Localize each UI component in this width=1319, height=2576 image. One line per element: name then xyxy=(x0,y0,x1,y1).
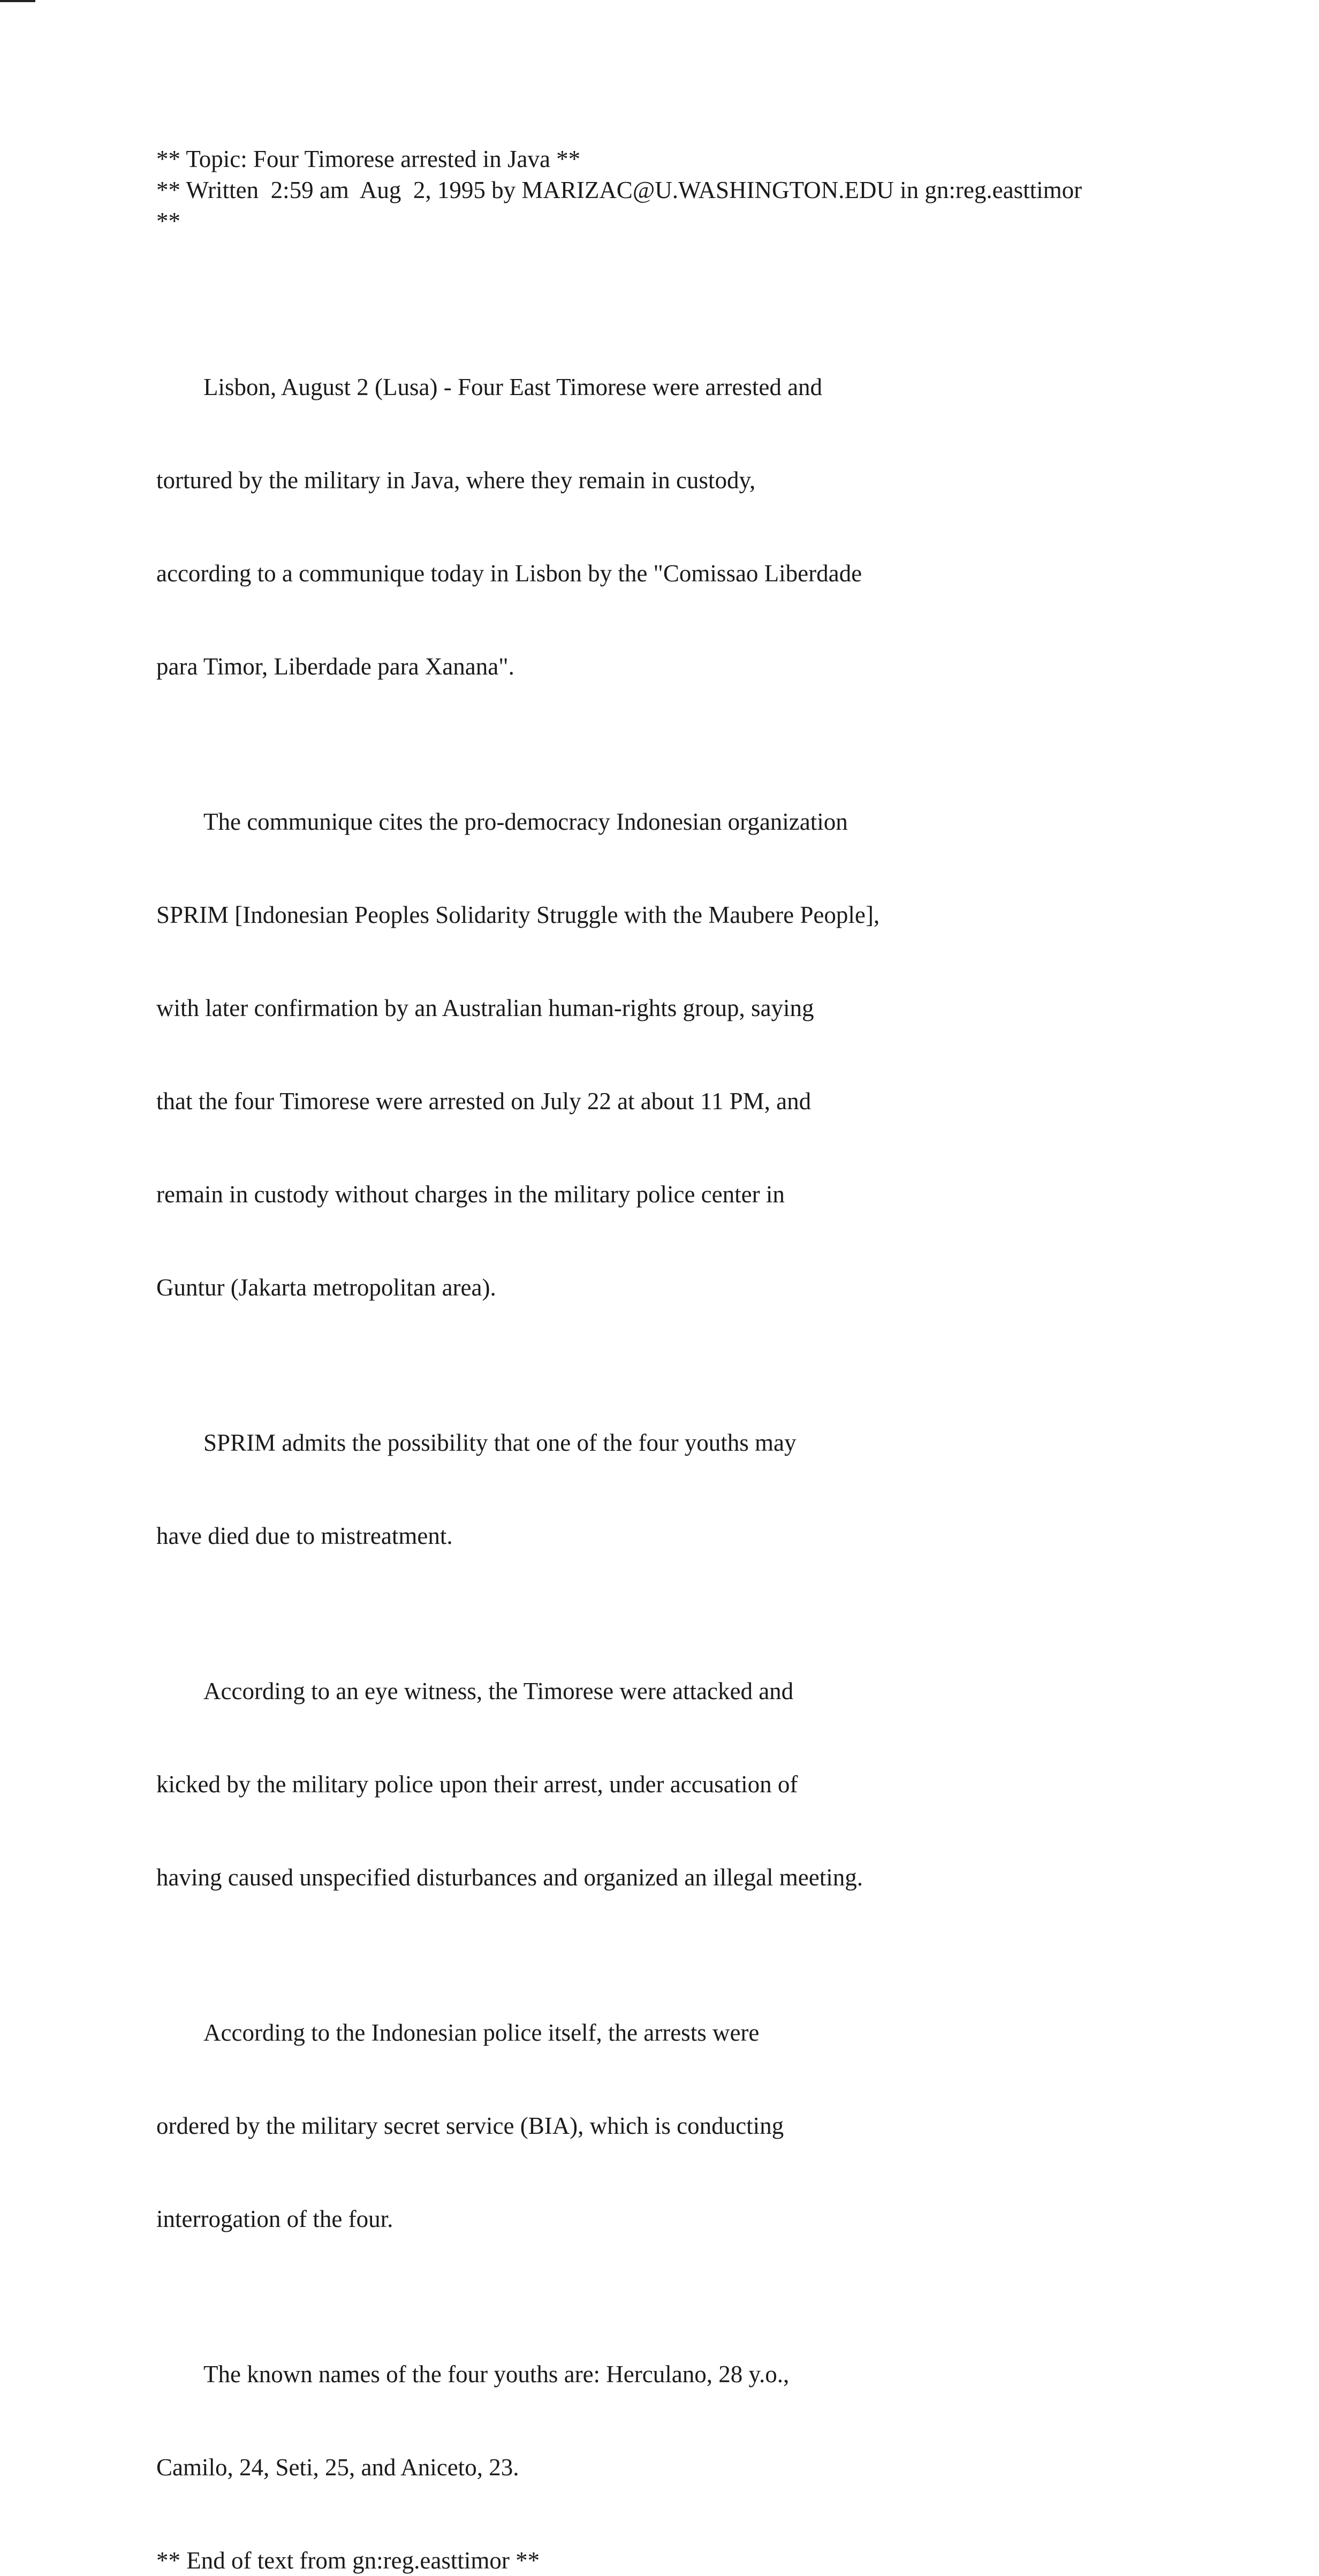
paragraph-line: According to an eye witness, the Timorese were attacked and xyxy=(203,1678,794,1704)
paragraph-line: tortured by the military in Java, where they remain in custody, xyxy=(156,467,756,494)
paragraph-line: para Timor, Liberdade para Xanana". xyxy=(156,653,514,680)
paragraph-line: have died due to mistreatment. xyxy=(156,1522,453,1549)
paragraph-line: The communique cites the pro-democracy Indonesian organization xyxy=(203,808,848,835)
written-line: ** Written 2:59 am Aug 2, 1995 by MARIZAC@U.WASHINGTON.EDU in gn:reg.easttimor xyxy=(156,177,1082,203)
paragraph-line: According to the Indonesian police itself, the arrests were xyxy=(203,2019,760,2046)
paragraph xyxy=(156,2297,1227,2545)
paragraph xyxy=(156,744,1227,1365)
end-of-text-line: ** End of text from gn:reg.easttimor ** xyxy=(156,2547,540,2574)
paragraph-line: ordered by the military secret service (BIA), which is conducting xyxy=(156,2112,784,2139)
topic-line: ** Topic: Four Timorese arrested in Java ** xyxy=(156,146,581,172)
paragraph-line: Lisbon, August 2 (Lusa) - Four East Timorese were arrested and xyxy=(203,374,823,400)
paragraph-line: remain in custody without charges in the military police center in xyxy=(156,1181,785,1208)
paragraph-line: according to a communique today in Lisbon by the "Comissao Liberdade xyxy=(156,560,862,587)
paragraph-line: SPRIM [Indonesian Peoples Solidarity Struggle with the Maubere People], xyxy=(156,901,880,928)
paragraph xyxy=(156,1365,1227,1613)
scan-edge-mark xyxy=(0,0,35,2)
article-body xyxy=(156,309,1227,2576)
paragraph xyxy=(156,1613,1227,1955)
paragraph-line: having caused unspecified disturbances and organized an illegal meeting. xyxy=(156,1864,863,1891)
paragraph xyxy=(156,309,1227,744)
paragraph-line: The known names of the four youths are: Herculano, 28 y.o., xyxy=(203,2361,790,2388)
document-page xyxy=(156,143,1227,2576)
header-stars-line: ** xyxy=(156,208,180,234)
paragraph xyxy=(156,1955,1227,2297)
paragraph-line: SPRIM admits the possibility that one of the four youths may xyxy=(203,1429,797,1456)
paragraph-line: that the four Timorese were arrested on July 22 at about 11 PM, and xyxy=(156,1088,812,1115)
paragraph-line: kicked by the military police upon their arrest, under accusation of xyxy=(156,1771,798,1798)
paragraph-line: Guntur (Jakarta metropolitan area). xyxy=(156,1274,496,1301)
paragraph-line: with later confirmation by an Australian human-rights group, saying xyxy=(156,995,814,1021)
paragraph-line: interrogation of the four. xyxy=(156,2206,393,2232)
paragraph-line: Camilo, 24, Seti, 25, and Aniceto, 23. xyxy=(156,2454,519,2481)
